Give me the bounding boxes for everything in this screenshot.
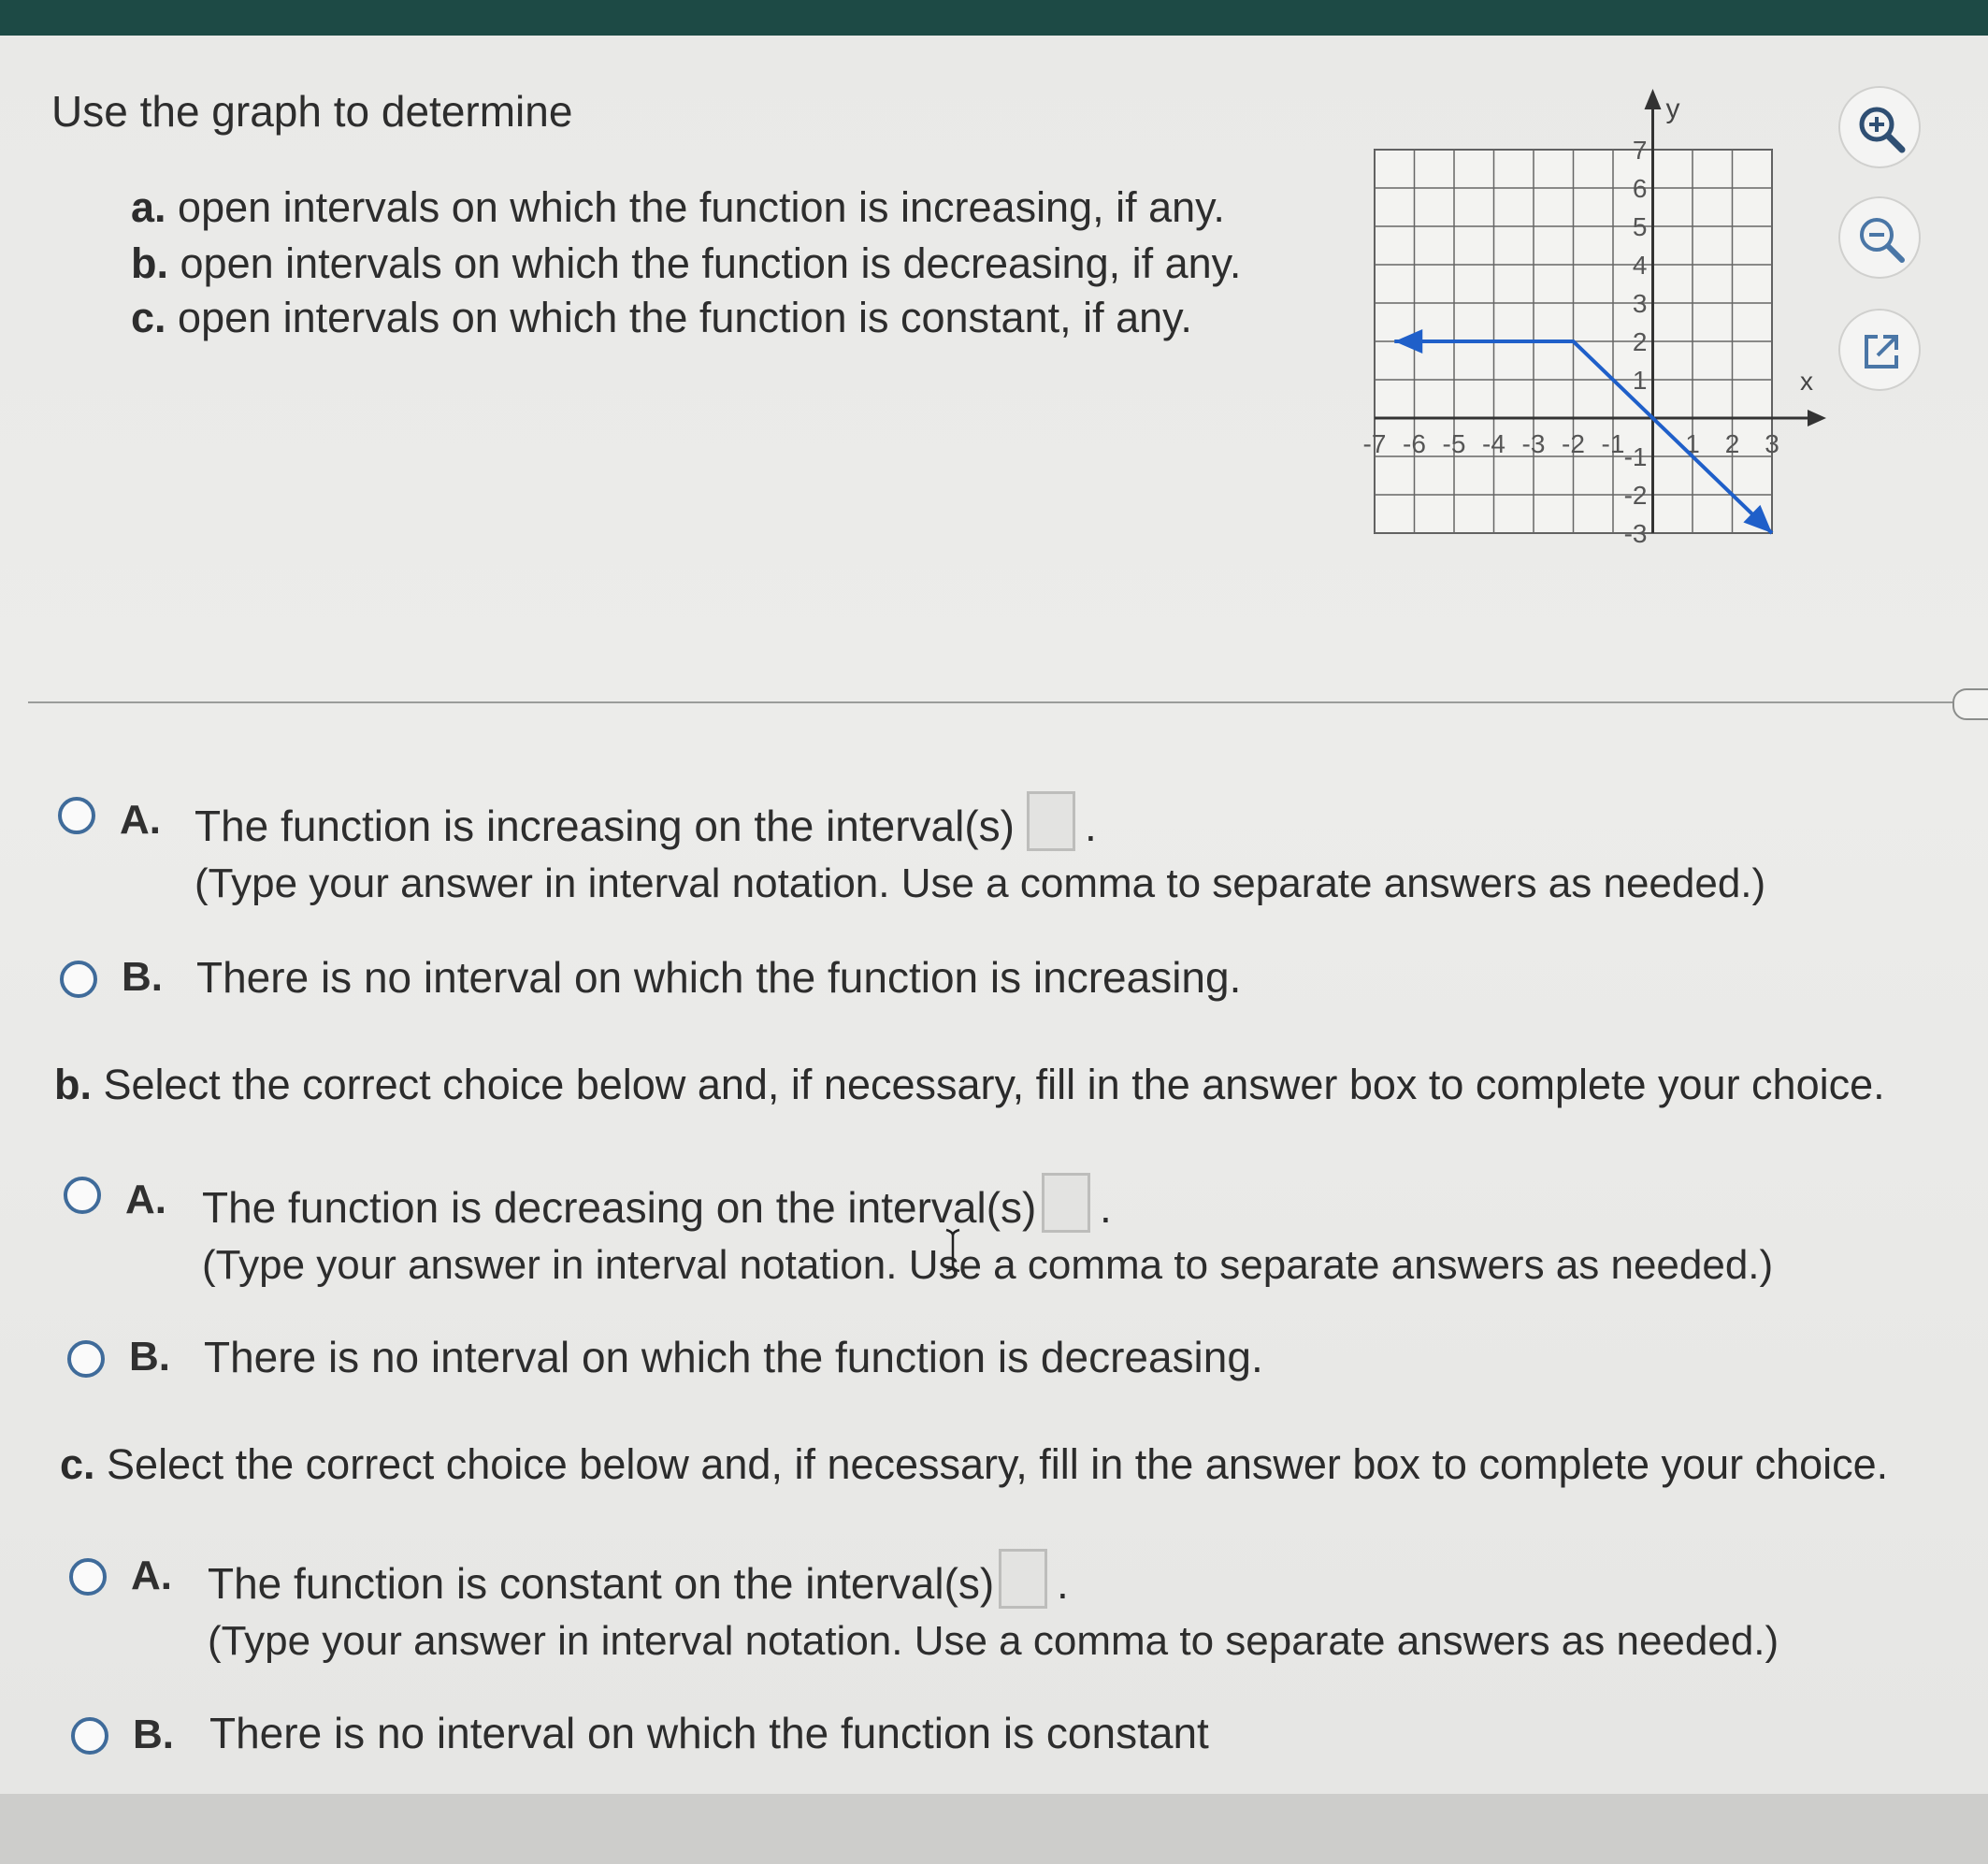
part-c-heading (60, 1440, 1888, 1489)
divider-resize-handle[interactable] (1952, 688, 1988, 720)
period: . (1057, 1559, 1069, 1608)
x-tick-label: -3 (1521, 429, 1546, 458)
x-tick-label: -1 (1601, 429, 1625, 458)
x-tick-label: 1 (1685, 429, 1700, 458)
zoom-in-button[interactable] (1838, 86, 1921, 168)
y-axis-label: y (1665, 94, 1680, 124)
choice-text: There is no interval on which the function is constant (209, 1709, 1209, 1757)
y-tick-label: 2 (1632, 327, 1648, 356)
part-letter: b. (54, 1061, 92, 1108)
x-tick-label: -5 (1442, 429, 1466, 458)
x-tick-label: -4 (1482, 429, 1505, 458)
choice-text: There is no interval on which the function is decreasing. (204, 1333, 1263, 1381)
y-tick-label: -1 (1623, 442, 1648, 471)
question-item-letter: c. (131, 294, 166, 341)
zoom-out-button[interactable] (1838, 196, 1921, 279)
part-a-choice-b-radio[interactable] (60, 961, 97, 998)
y-tick-label: 4 (1632, 251, 1648, 280)
choice-text: The function is decreasing on the interval(s) (202, 1183, 1037, 1232)
y-tick-label: 7 (1632, 136, 1648, 165)
y-tick-label: 6 (1632, 174, 1648, 203)
x-tick-label: 2 (1724, 429, 1740, 458)
choice-hint: (Type your answer in interval notation. Use a comma to separate answers as needed.) (208, 1618, 1779, 1664)
question-item-letter: a. (131, 183, 166, 231)
y-tick-label: 5 (1632, 212, 1648, 241)
x-tick-label: -6 (1403, 429, 1426, 458)
period: . (1100, 1183, 1112, 1232)
part-b-answer-box[interactable] (1042, 1173, 1090, 1233)
choice-letter: A. (125, 1177, 166, 1222)
text-cursor-icon (943, 1228, 963, 1273)
choice-text: The function is constant on the interval(s) (208, 1559, 995, 1608)
question-item-a (131, 183, 1225, 232)
popout-button[interactable] (1838, 309, 1921, 391)
choice-letter: B. (122, 954, 163, 1000)
choice-letter: A. (131, 1553, 172, 1598)
question-item-letter: b. (131, 239, 168, 287)
bottom-strip (0, 1794, 1988, 1864)
popout-icon (1853, 324, 1909, 380)
part-c-answer-box[interactable] (999, 1549, 1047, 1609)
part-heading-text: Select the correct choice below and, if necessary, fill in the answer box to complete your choice. (107, 1440, 1889, 1488)
top-bar (0, 0, 1988, 36)
x-tick-label: 3 (1765, 429, 1779, 458)
x-tick-label: -2 (1562, 429, 1585, 458)
part-b-choice-b-radio[interactable] (67, 1340, 105, 1378)
part-b-heading (54, 1061, 1885, 1109)
question-item-text: open intervals on which the function is constant, if any. (178, 294, 1192, 341)
function-graph (1361, 86, 1856, 544)
y-tick-label: -3 (1623, 519, 1648, 544)
choice-letter: B. (129, 1334, 170, 1380)
part-b-choice-a-radio[interactable] (64, 1177, 101, 1214)
zoom-out-icon (1853, 211, 1909, 267)
period: . (1085, 802, 1097, 850)
part-c-choice-b-radio[interactable] (71, 1717, 108, 1755)
y-tick-label: -2 (1623, 481, 1648, 510)
question-prompt: Use the graph to determine (51, 87, 573, 136)
part-a-answer-box[interactable] (1027, 791, 1075, 851)
question-item-b (131, 239, 1241, 288)
x-tick-label: -7 (1362, 429, 1387, 458)
section-divider (28, 701, 1964, 703)
choice-hint: (Type your answer in interval notation. Use a comma to separate answers as needed.) (202, 1242, 1774, 1288)
y-tick-label: 1 (1632, 366, 1648, 395)
y-tick-label: 3 (1632, 289, 1648, 318)
x-axis-label: x (1800, 367, 1813, 396)
question-item-text: open intervals on which the function is decreasing, if any. (180, 239, 1242, 287)
part-heading-text: Select the correct choice below and, if necessary, fill in the answer box to complete your choice. (103, 1061, 1885, 1108)
part-c-choice-a-radio[interactable] (69, 1558, 107, 1596)
choice-text: There is no interval on which the function is increasing. (196, 953, 1242, 1002)
x-axis-arrow (1808, 410, 1826, 426)
choice-letter: B. (133, 1712, 174, 1757)
question-item-c (131, 294, 1192, 342)
choice-hint: (Type your answer in interval notation. Use a comma to separate answers as needed.) (194, 860, 1766, 906)
part-a-choice-a-radio[interactable] (58, 797, 95, 834)
part-letter: c. (60, 1440, 95, 1488)
choice-text: The function is increasing on the interval(s) (194, 802, 1015, 850)
question-item-text: open intervals on which the function is increasing, if any. (178, 183, 1225, 231)
zoom-in-icon (1853, 101, 1909, 157)
choice-letter: A. (120, 797, 161, 843)
y-axis-arrow (1645, 89, 1662, 109)
